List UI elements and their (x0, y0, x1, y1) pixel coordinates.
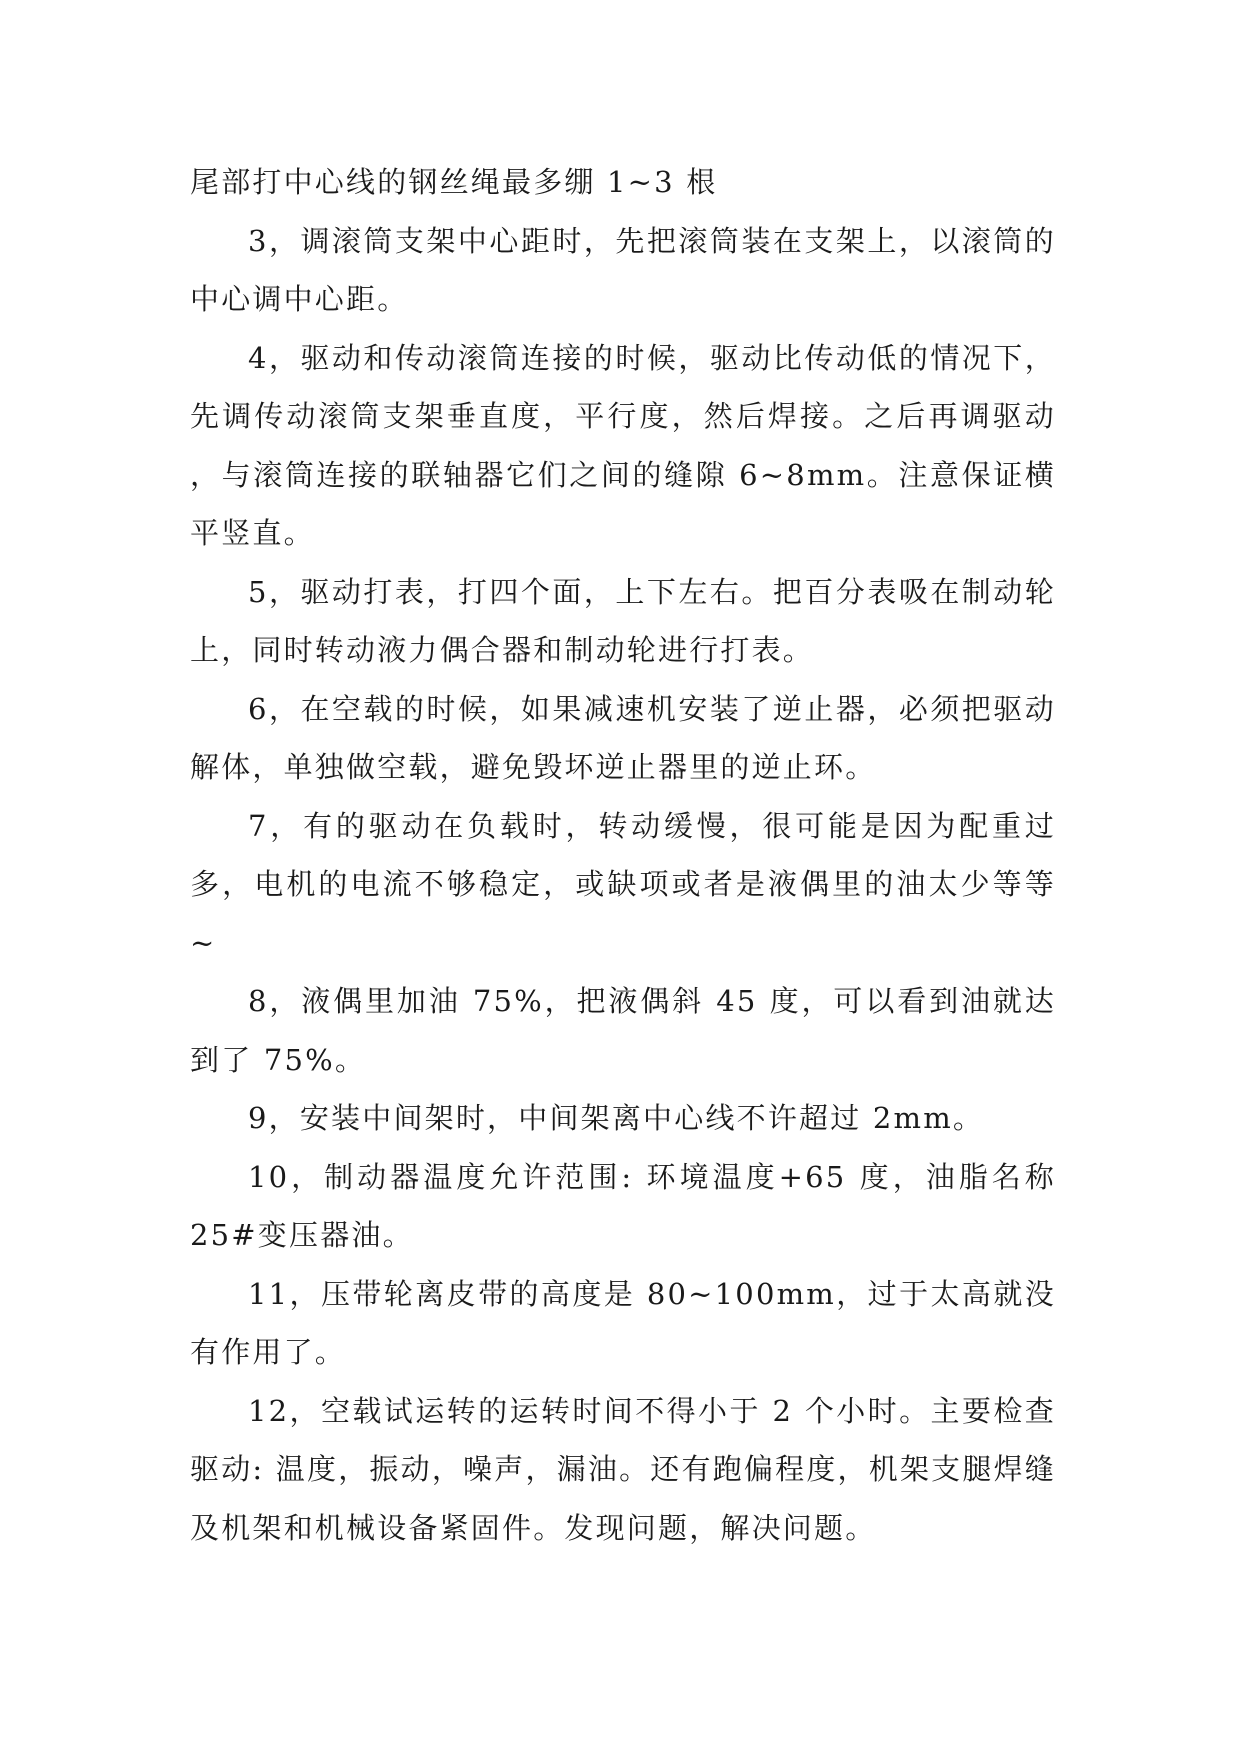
paragraph-continuation: 尾部打中心线的钢丝绳最多绷 1~3 根 (190, 165, 718, 199)
paragraph-item-11: 11，压带轮离皮带的高度是 80~100mm，过于太高就没有作用了。 (190, 1276, 1056, 1369)
paragraph-item-9: 9，安装中间架时，中间架离中心线不许超过 2mm。 (248, 1101, 985, 1135)
paragraph-item-3: 3，调滚筒支架中心距时，先把滚筒装在支架上，以滚筒的中心调中心距。 (190, 223, 1056, 316)
paragraph-item-6: 6，在空载的时候，如果减速机安装了逆止器，必须把驱动解体，单独做空载，避免毁坏逆止器里的逆止环。 (190, 691, 1056, 784)
document-body (190, 153, 1056, 1557)
paragraph-item-10: 10，制动器温度允许范围: 环境温度+65 度，油脂名称 25#变压器油。 (190, 1159, 1056, 1252)
paragraph-item-7: 7，有的驱动在负载时，转动缓慢，很可能是因为配重过多，电机的电流不够稳定，或缺项或者是液偶里的油太少等等~ (190, 808, 1056, 960)
paragraph-item-12: 12，空载试运转的运转时间不得小于 2 个小时。主要检查驱动: 温度，振动，噪声，漏油。还有跑偏程度，机架支腿焊缝及机架和机械设备紧固件。发现问题，解决问题。 (190, 1393, 1056, 1545)
paragraph-item-5: 5，驱动打表，打四个面，上下左右。把百分表吸在制动轮上，同时转动液力偶合器和制动轮进行打表。 (190, 574, 1056, 667)
paragraph-item-4: 4，驱动和传动滚筒连接的时候，驱动比传动低的情况下，先调传动滚筒支架垂直度，平行度，然后焊接。之后再调驱动 ，与滚筒连接的联轴器它们之间的缝隙 6~8mm。注意保证横平竖直。 (190, 340, 1056, 550)
paragraph-item-8: 8，液偶里加油 75%，把液偶斜 45 度，可以看到油就达到了 75%。 (190, 984, 1056, 1077)
